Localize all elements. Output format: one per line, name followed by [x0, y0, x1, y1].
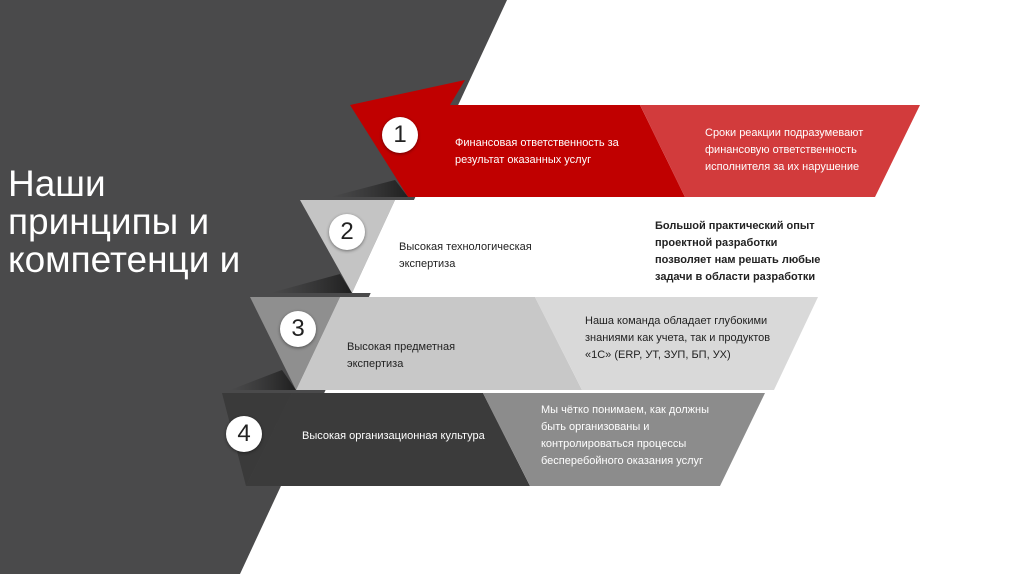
step-3-description: Наша команда обладает глубокими знаниями как учета, так и продуктов «1С» (ERP, УТ, ЗУП, БП, УХ): [585, 315, 771, 361]
step-4-description: Мы чётко понимаем, как должны быть организованы и контролироваться процессы бесперебойного оказания услуг: [541, 404, 709, 467]
step-3-number-badge: 3: [280, 311, 316, 347]
step-2-description: Большой практический опыт проектной разработки позволяет нам решать любые задачи в области разработки: [655, 220, 821, 283]
step-1-number-badge: 1: [382, 117, 418, 153]
step-2-number-badge: 2: [329, 214, 365, 250]
step-1-label: Финансовая ответственность за результат оказанных услуг: [455, 137, 619, 166]
step-2-label: Высокая технологическая экспертиза: [399, 241, 532, 270]
step-4-label: Высокая организационная культура: [302, 430, 485, 442]
step-3-label: Высокая предметная экспертиза: [347, 341, 456, 370]
step-1-description: Сроки реакции подразумевают финансовую ответственность исполнителя за их нарушение: [705, 127, 864, 173]
page-title: Наши принципы и компетенци и: [8, 163, 241, 280]
step-4-number-badge: 4: [226, 416, 262, 452]
